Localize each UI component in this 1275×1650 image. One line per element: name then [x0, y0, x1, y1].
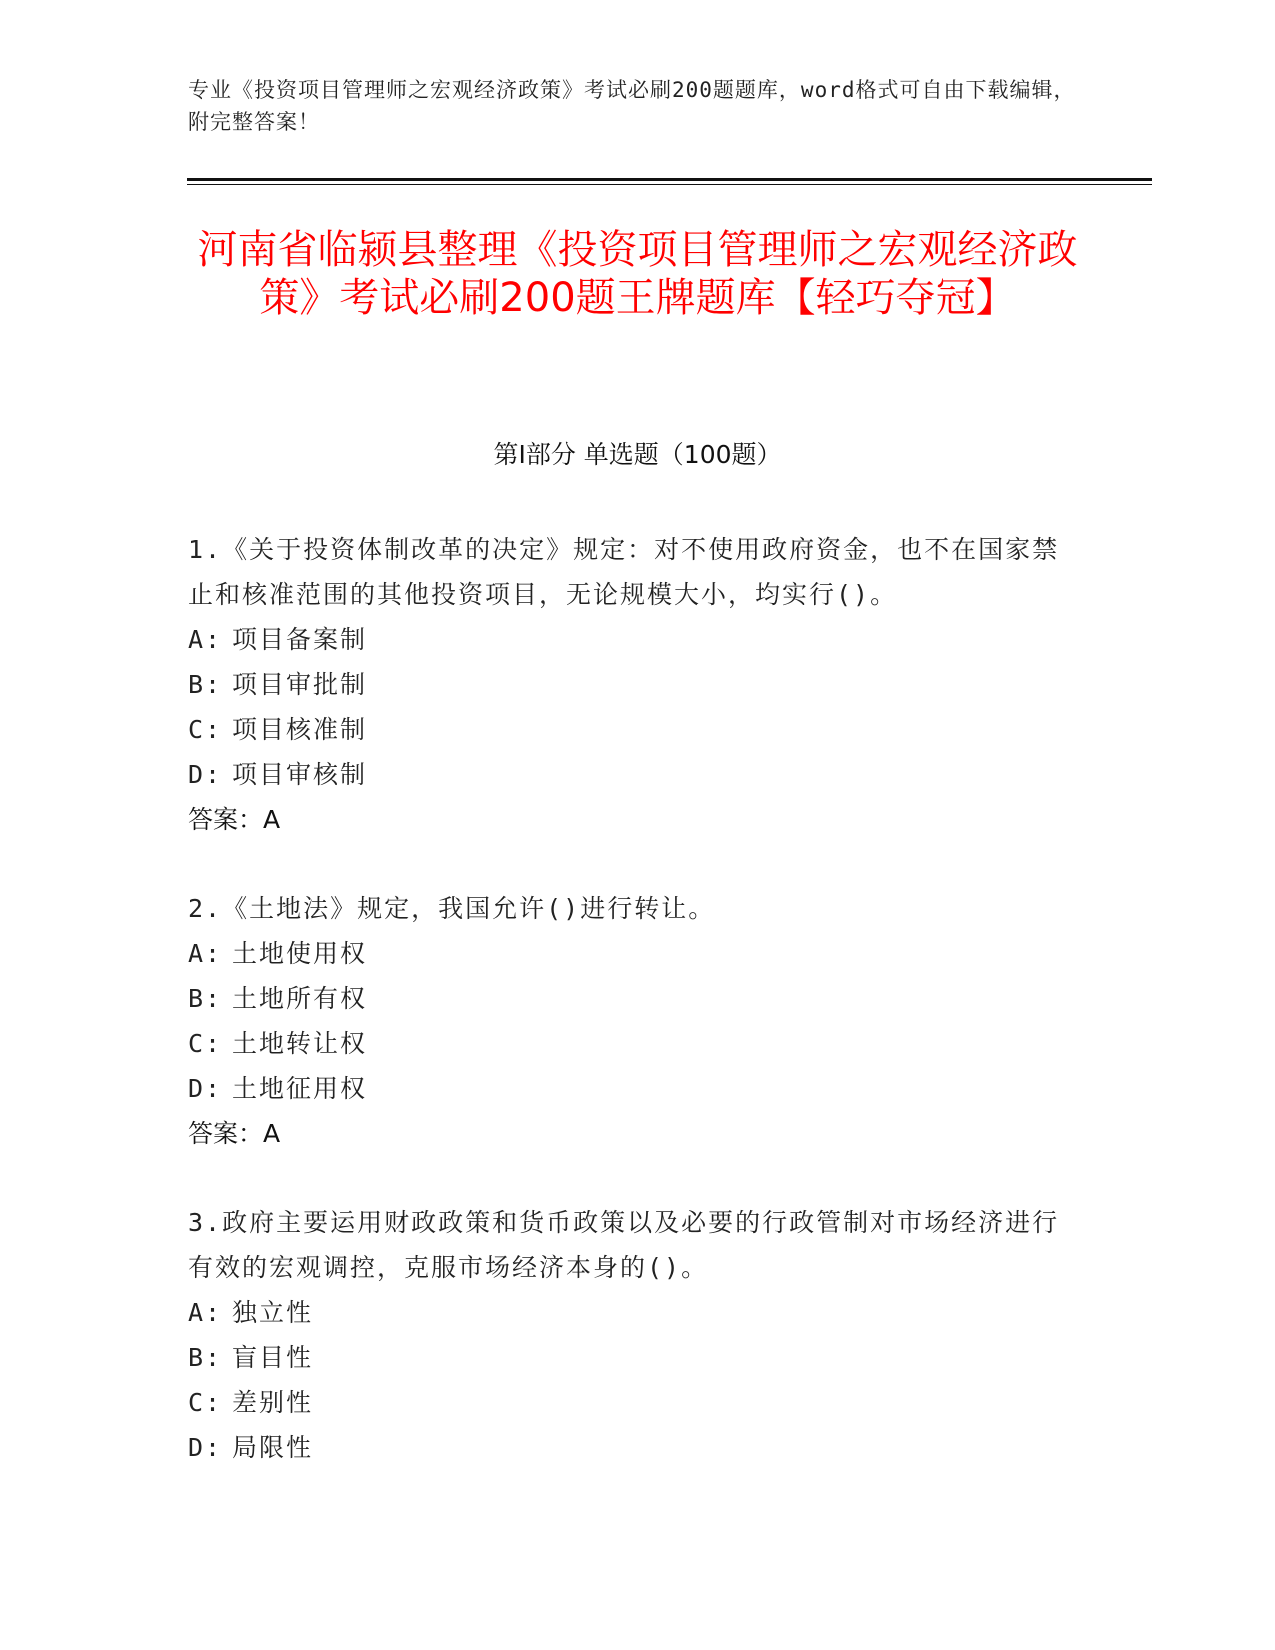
option-text: 土地转让权	[232, 1029, 368, 1058]
option-c	[188, 1021, 1068, 1066]
question-3	[188, 1200, 1068, 1470]
document-title: 河南省临颍县整理《投资项目管理师之宏观经济政策》考试必刷200题王牌题库【轻巧夺冠】	[197, 227, 1078, 321]
question-2	[188, 886, 1068, 1156]
option-c	[188, 1380, 1068, 1425]
option-text: 局限性	[232, 1433, 314, 1462]
question-list	[188, 527, 1068, 1514]
option-text: 独立性	[232, 1298, 314, 1327]
option-c	[188, 707, 1068, 752]
option-text: 差别性	[232, 1388, 314, 1417]
option-letter: B:	[188, 1343, 223, 1372]
answer-line: 答案：A	[188, 1119, 281, 1148]
option-letter: C:	[188, 1029, 223, 1058]
option-a	[188, 617, 1068, 662]
option-text: 项目审批制	[232, 670, 368, 699]
option-text: 项目核准制	[232, 715, 368, 744]
header-rule-thin	[187, 184, 1152, 185]
option-letter: D:	[188, 1074, 223, 1103]
option-letter: C:	[188, 715, 223, 744]
header-rule-thick	[187, 178, 1152, 181]
option-text: 盲目性	[232, 1343, 314, 1372]
option-letter: A:	[188, 1298, 223, 1327]
option-text: 项目备案制	[232, 625, 368, 654]
option-letter: C:	[188, 1388, 223, 1417]
option-letter: B:	[188, 984, 223, 1013]
option-d	[188, 1425, 1068, 1470]
option-d	[188, 752, 1068, 797]
option-d	[188, 1066, 1068, 1111]
option-text: 土地征用权	[232, 1074, 368, 1103]
option-a	[188, 1290, 1068, 1335]
question-stem: 2.《土地法》规定，我国允许()进行转让。	[188, 894, 716, 923]
option-b	[188, 976, 1068, 1021]
option-text: 项目审核制	[232, 760, 368, 789]
option-b	[188, 1335, 1068, 1380]
option-text: 土地所有权	[232, 984, 368, 1013]
option-letter: A:	[188, 939, 223, 968]
option-letter: B:	[188, 670, 223, 699]
option-letter: D:	[188, 760, 223, 789]
question-stem: 1.《关于投资体制改革的决定》规定：对不使用政府资金，也不在国家禁止和核准范围的其他投资项目，无论规模大小，均实行()。	[188, 535, 1060, 609]
question-1	[188, 527, 1068, 842]
option-letter: A:	[188, 625, 223, 654]
option-a	[188, 931, 1068, 976]
option-letter: D:	[188, 1433, 223, 1462]
header-note: 专业《投资项目管理师之宏观经济政策》考试必刷200题题库，word格式可自由下载编辑，附完整答案！	[188, 78, 1076, 134]
option-b	[188, 662, 1068, 707]
question-stem: 3.政府主要运用财政政策和货币政策以及必要的行政管制对市场经济进行有效的宏观调控，克服市场经济本身的()。	[188, 1208, 1060, 1282]
option-text: 土地使用权	[232, 939, 368, 968]
answer-line: 答案：A	[188, 805, 281, 834]
section-heading: 第Ⅰ部分 单选题（100题）	[493, 440, 782, 469]
